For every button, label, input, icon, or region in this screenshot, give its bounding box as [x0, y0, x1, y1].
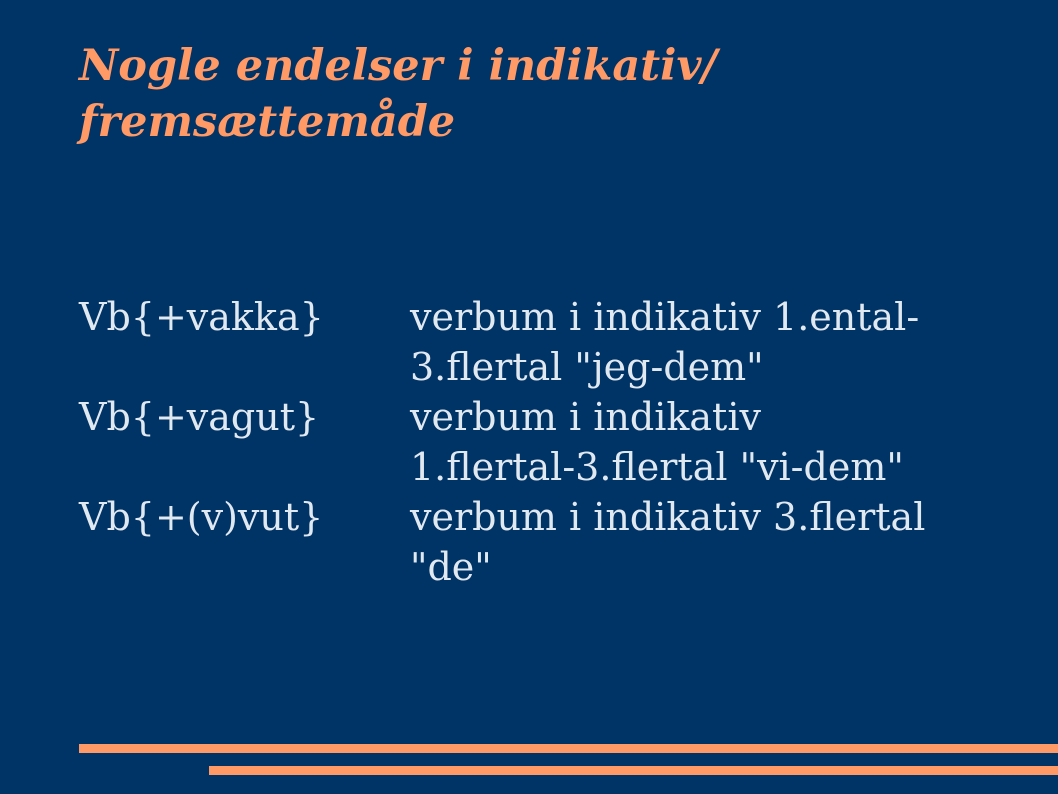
description-line: verbum i indikativ 3.flertal [410, 495, 926, 539]
slide-title [79, 38, 1019, 150]
decorative-bar-top [79, 744, 1058, 753]
description-line: 1.flertal-3.flertal "vi-dem" [410, 445, 904, 489]
description-line: "de" [410, 545, 492, 589]
description-vakka [410, 292, 919, 392]
description-vagut [410, 392, 904, 492]
definition-row [79, 292, 1039, 392]
slide-title-line-2: fremsættemåde [79, 97, 456, 147]
definition-row [79, 492, 1039, 592]
description-line: verbum i indikativ [410, 395, 761, 439]
term-vvut: Vb{+(v)vut} [79, 495, 324, 539]
term-vagut: Vb{+vagut} [79, 395, 320, 439]
slide-title-line-1: Nogle endelser i indikativ/ [79, 41, 718, 91]
definition-list [79, 292, 1039, 592]
term-vakka: Vb{+vakka} [79, 295, 324, 339]
description-line: 3.flertal "jeg-dem" [410, 345, 764, 389]
definition-row [79, 392, 1039, 492]
decorative-bar-bottom [209, 766, 1058, 775]
description-vvut [410, 492, 925, 592]
description-line: verbum i indikativ 1.ental- [410, 295, 920, 339]
